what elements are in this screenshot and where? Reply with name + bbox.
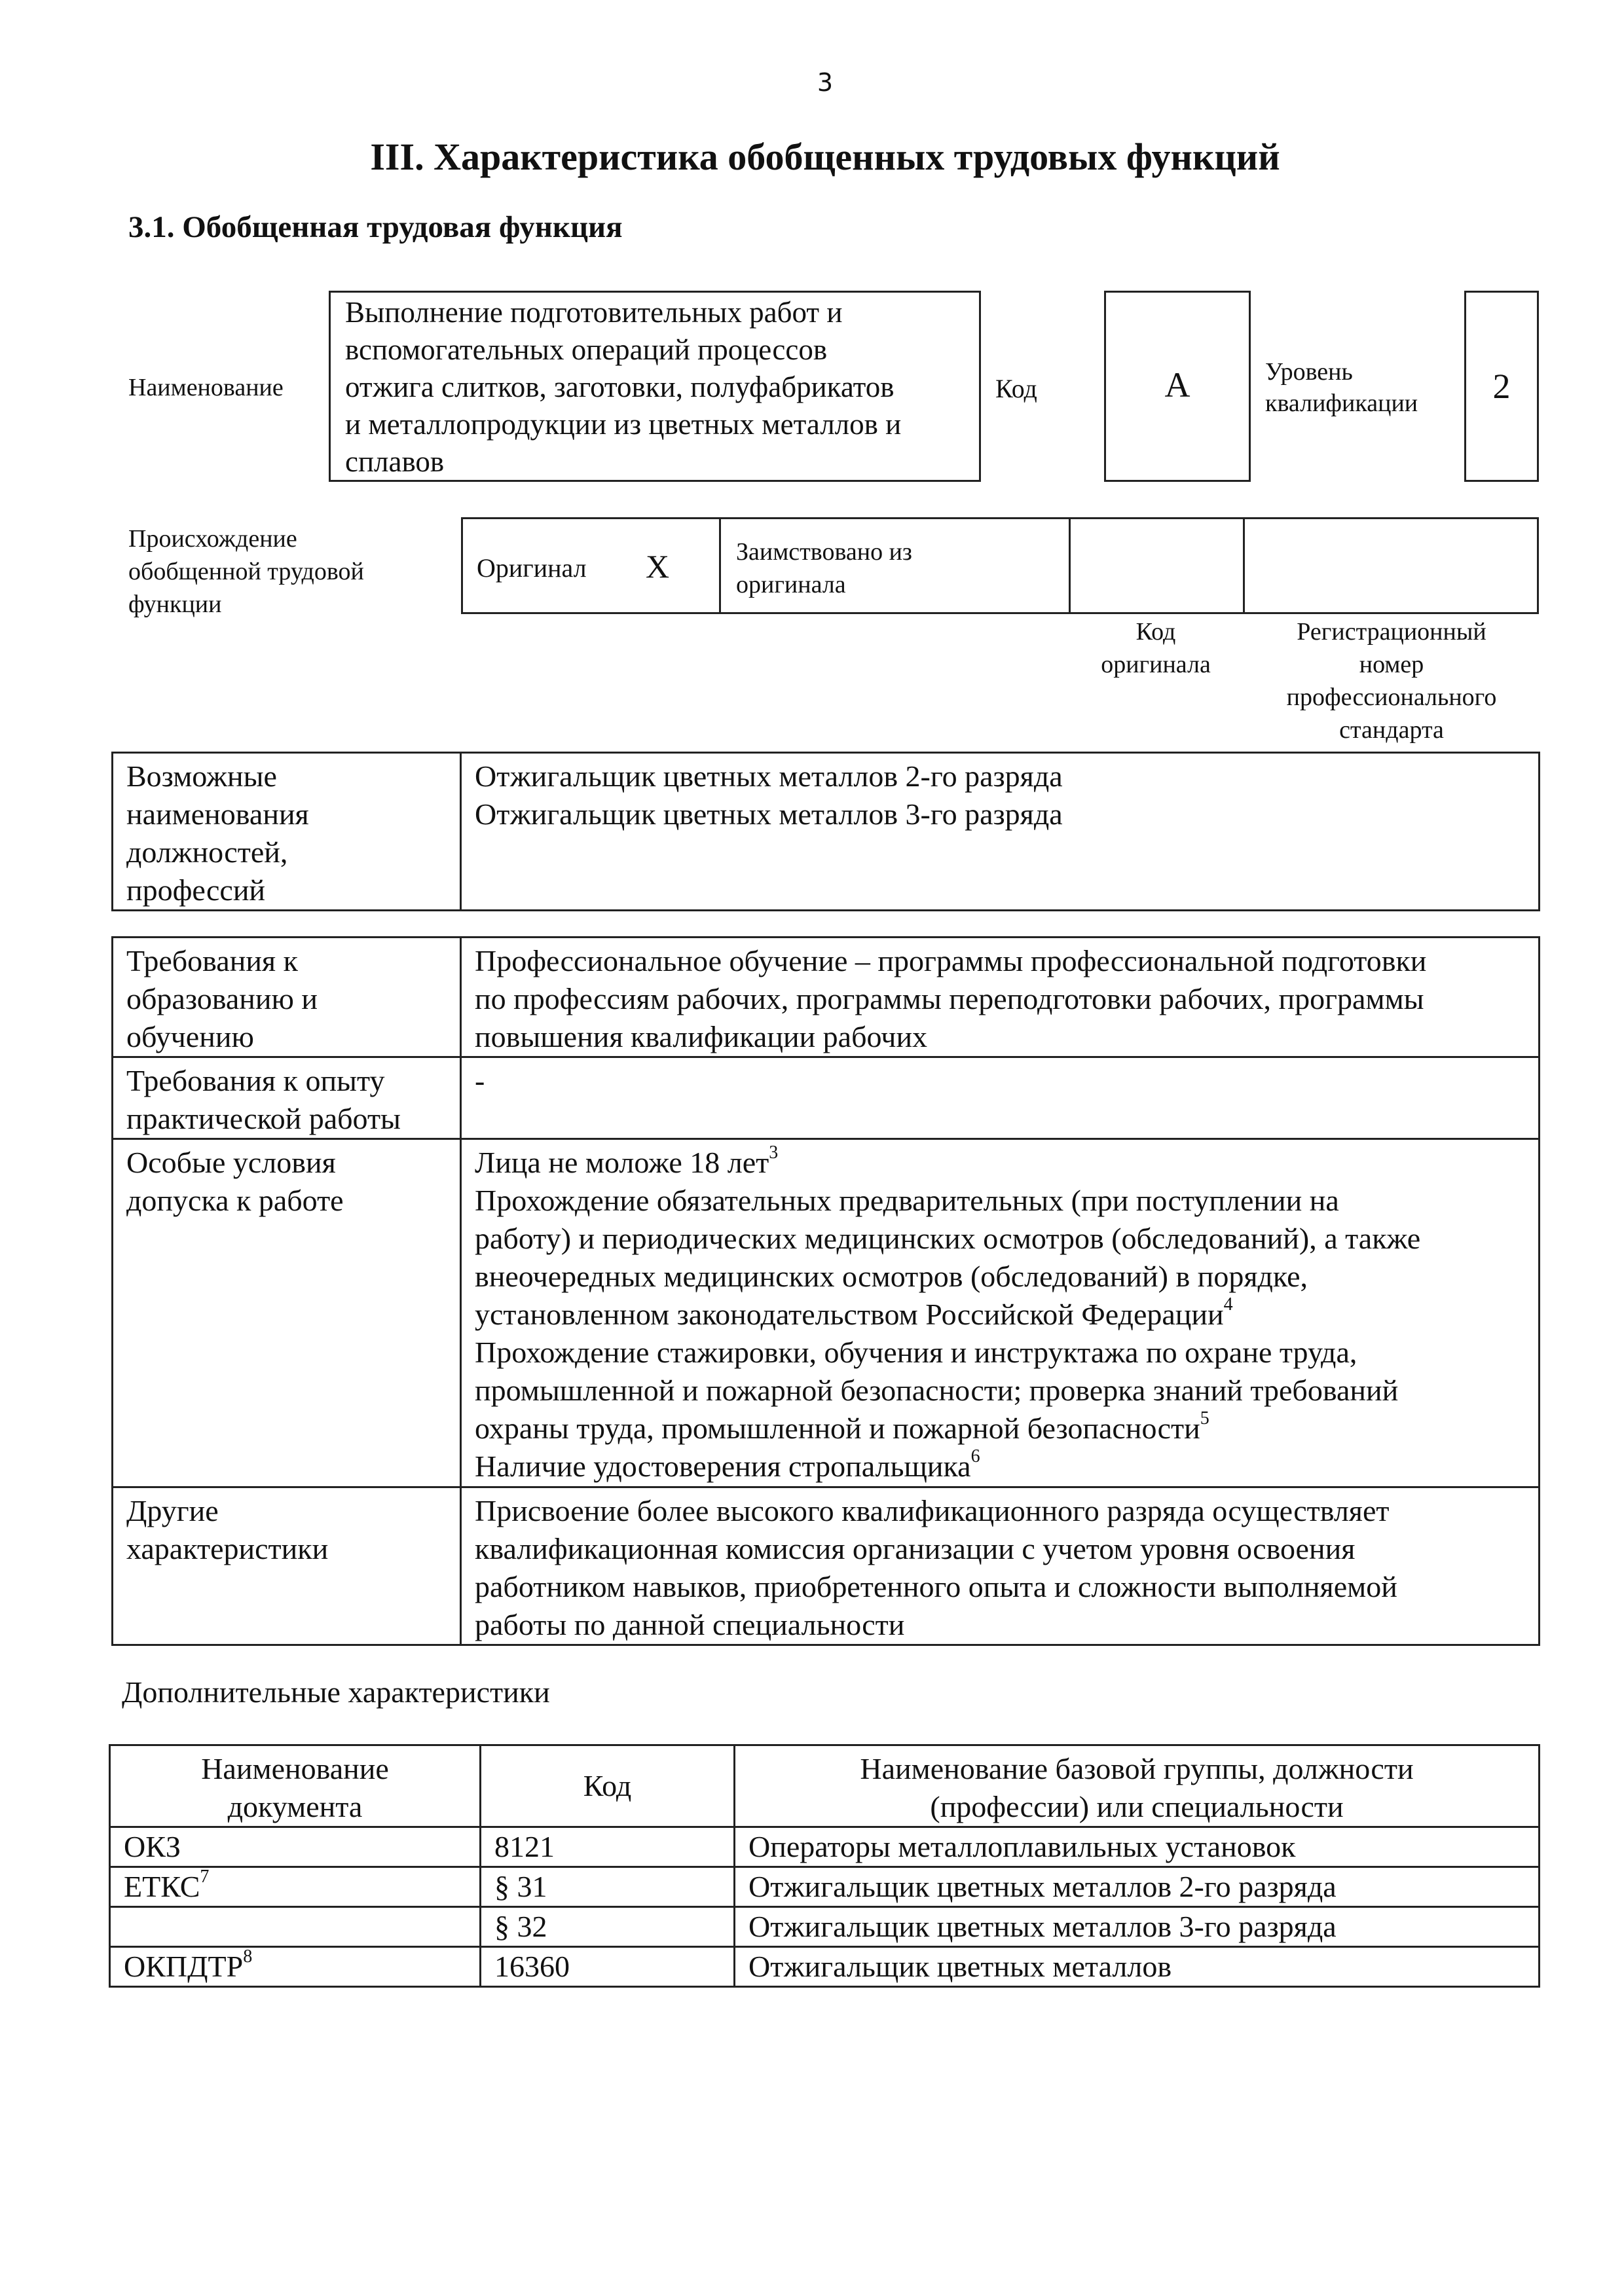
section-title: III. Характеристика обобщенных трудовых функций [370,136,1280,178]
subsection-title: 3.1. Обобщенная трудовая функция [128,210,623,244]
origin-code-caption-line: оригинала [1101,651,1211,678]
name-cell: Отжигальщик цветных металлов [735,1947,1540,1987]
otf-level-label-1: Уровень [1265,358,1353,386]
experience-label [113,1057,461,1139]
otf-level-label-2: квалификации [1265,390,1418,417]
otf-code-label: Код [995,374,1037,403]
doc-cell: ОКЗ [110,1827,481,1867]
table-row [110,1867,1540,1907]
origin-reg-caption-line: Регистрационный [1297,618,1486,646]
requirements-table [111,936,1540,1646]
condition-line: промышленной и пожарной безопасности; проверка знаний требований [475,1374,1399,1407]
condition-line: установленном законодательством Российской Федерации$^4$ [475,1294,1233,1331]
footnote-ref: 7 [200,1867,210,1887]
origin-borrowed-label [736,536,912,601]
footnote-ref: 5 [1200,1408,1209,1429]
condition-line: Прохождение стажировки, обучения и инструктажа по охране труда, [475,1336,1357,1369]
otf-name-line: Выполнение подготовительных работ и [345,296,843,329]
code-cell: 8121 [481,1827,735,1867]
other-label-line: характеристики [126,1532,329,1565]
additional-header-code-text: Код [583,1769,632,1802]
condition-line: внеочередных медицинских осмотров (обследований) в порядке, [475,1260,1308,1293]
origin-divider [1243,517,1245,614]
table-row [110,1947,1540,1987]
origin-label [128,522,364,621]
education-label-line: обучению [126,1020,254,1053]
origin-borrowed-line: Заимствовано из [736,538,912,566]
conditions-label-line: допуска к работе [126,1184,344,1217]
additional-header-doc [110,1745,481,1827]
education-label [113,938,461,1057]
otf-name-line: отжига слитков, заготовки, полуфабрикатов [345,371,895,403]
otf-name-label: Наименование [128,374,284,401]
additional-title: Дополнительные характеристики [122,1675,550,1709]
origin-original-mark: X [646,548,670,585]
additional-header-doc-line: документа [227,1790,363,1823]
position-item: Отжигальщик цветных металлов 2-го разряда [475,759,1063,793]
experience-label-line: Требования к опыту [126,1064,385,1097]
other-label [113,1487,461,1645]
positions-label-line: профессий [126,873,266,907]
otf-level-value: 2 [1492,367,1511,406]
experience-value [461,1057,1540,1139]
experience-label-line: практической работы [126,1102,401,1135]
additional-header-name-line: Наименование базовой группы, должности [860,1752,1414,1785]
other-line: работником навыков, приобретенного опыта и сложности выполняемой [475,1570,1397,1603]
positions-label-line: Возможные [126,759,277,793]
origin-code-caption [1069,615,1243,681]
origin-label-line: функции [128,591,222,618]
origin-reg-caption [1231,615,1552,746]
education-label-line: Требования к [126,944,298,977]
education-label-line: образованию и [126,982,318,1015]
footnote-ref: 3 [769,1142,779,1163]
additional-header-name [735,1745,1540,1827]
origin-label-line: обобщенной трудовой [128,558,364,585]
origin-borrowed-line: оригинала [736,571,846,598]
other-line: Присвоение более высокого квалификационного разряда осуществляет [475,1494,1390,1527]
table-row [110,1827,1540,1867]
other-label-line: Другие [126,1494,219,1527]
positions-label-line: наименования [126,797,309,831]
otf-level-box [1464,291,1539,482]
condition-line: Лица не моложе 18 лет$^3$ [475,1142,779,1179]
name-cell: Отжигальщик цветных металлов 3-го разряда [735,1907,1540,1947]
experience-line: - [475,1064,485,1097]
conditions-label [113,1139,461,1487]
condition-line: охраны труда, промышленной и пожарной безопасности$^5$ [475,1408,1209,1445]
additional-header-code [481,1745,735,1827]
other-value [461,1487,1540,1645]
condition-line: Прохождение обязательных предварительных (при поступлении на [475,1184,1339,1217]
otf-name-box [329,291,981,482]
origin-reg-caption-line: профессионального [1286,683,1497,711]
code-cell: § 32 [481,1907,735,1947]
conditions-value [461,1139,1540,1487]
footnote-ref: 4 [1223,1294,1233,1315]
additional-header-name-line: (профессии) или специальности [930,1790,1344,1823]
otf-name-line: сплавов [345,445,445,478]
page-number: 3 [817,68,834,97]
code-cell: § 31 [481,1867,735,1907]
condition-line: Наличие удостоверения стропальщика$^6$ [475,1446,980,1483]
positions-label-line: должностей, [126,835,288,869]
positions-label [113,753,461,911]
doc-cell [110,1907,481,1947]
otf-code-box [1104,291,1251,482]
conditions-label-line: Особые условия [126,1146,336,1179]
code-cell: 16360 [481,1947,735,1987]
other-line: квалификационная комиссия организации с учетом уровня освоения [475,1532,1356,1565]
education-line: Профессиональное обучение – программы профессиональной подготовки [475,944,1427,977]
origin-reg-caption-line: стандарта [1339,716,1444,744]
name-cell: Операторы металлоплавильных установок [735,1827,1540,1867]
origin-divider [1069,517,1071,614]
additional-header-doc-line: Наименование [201,1752,389,1785]
positions-table [111,752,1540,911]
origin-code-caption-line: Код [1135,618,1176,646]
origin-original-label: Оригинал [477,553,587,583]
name-cell: Отжигальщик цветных металлов 2-го разряда [735,1867,1540,1907]
other-line: работы по данной специальности [475,1608,905,1641]
position-item: Отжигальщик цветных металлов 3-го разряда [475,797,1063,831]
education-value [461,938,1540,1057]
otf-name-line: вспомогательных операций процессов [345,333,828,366]
otf-code-value: А [1164,365,1190,405]
additional-table [109,1744,1540,1988]
origin-reg-caption-line: номер [1359,651,1424,678]
condition-line: работу) и периодических медицинских осмотров (обследований), а также [475,1222,1421,1255]
doc-cell: ОКПДТР$^8$ [110,1947,481,1987]
origin-label-line: Происхождение [128,525,297,553]
education-line: повышения квалификации рабочих [475,1020,928,1053]
footnote-ref: 8 [243,1946,253,1967]
doc-cell: ЕТКС$^7$ [110,1867,481,1907]
origin-grid [461,517,1539,614]
education-line: по профессиям рабочих, программы переподготовки рабочих, программы [475,982,1424,1015]
otf-name-line: и металлопродукции из цветных металлов и [345,408,902,441]
origin-divider [719,517,721,614]
footnote-ref: 6 [970,1446,980,1467]
positions-values [461,753,1540,911]
table-row [110,1907,1540,1947]
